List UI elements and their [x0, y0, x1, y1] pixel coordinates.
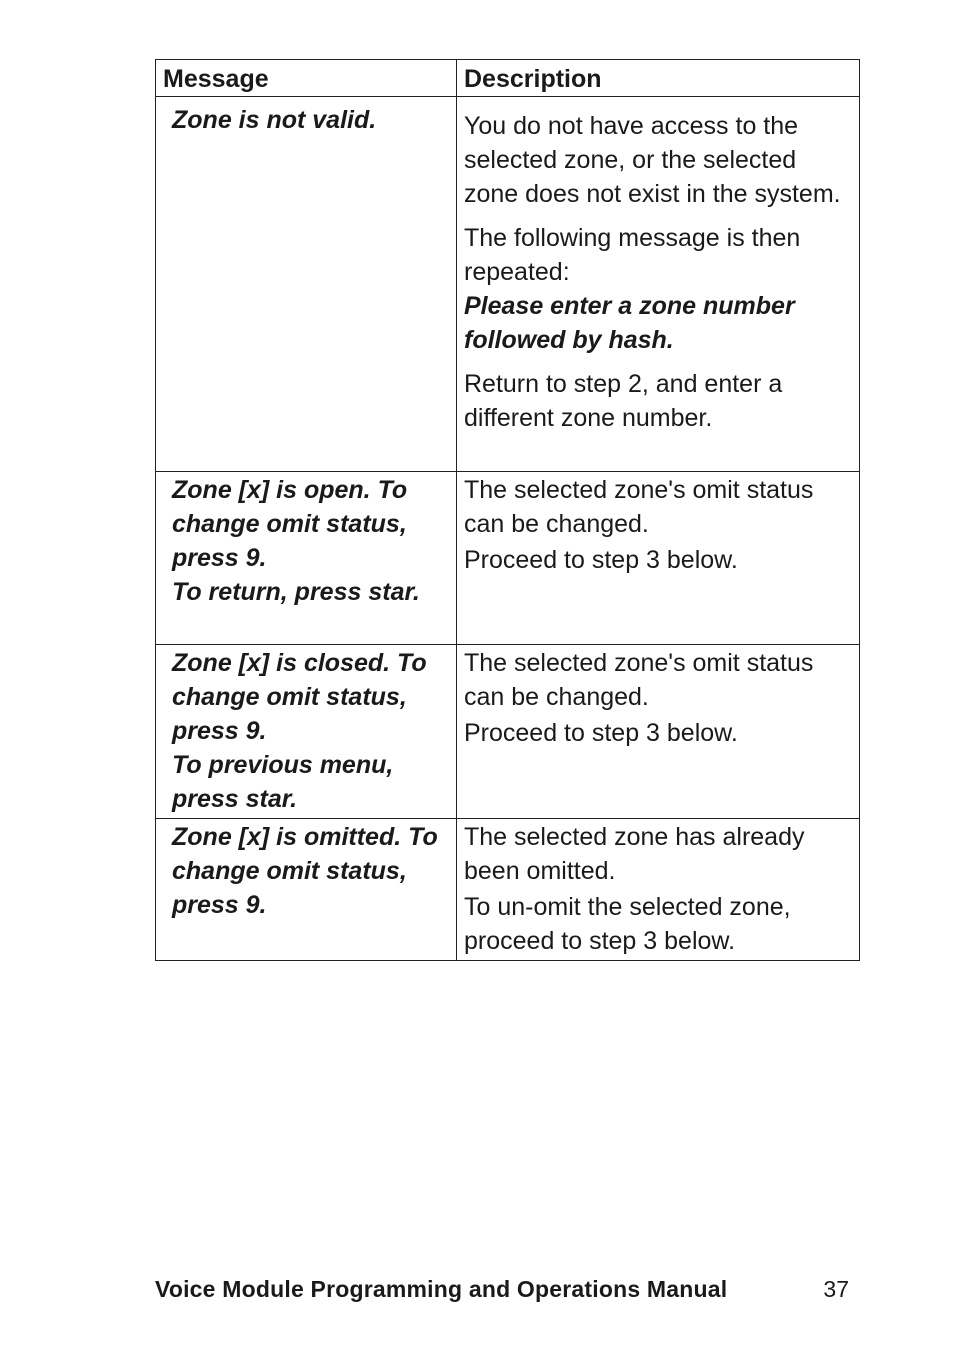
table-row — [156, 645, 860, 819]
description-text: The following message is then repeated: — [464, 224, 801, 286]
table-row — [156, 472, 860, 645]
description-cell — [457, 819, 860, 961]
voice-message-text: Zone [x] is omitted. To change omit status, press 9. — [172, 823, 438, 919]
description-paragraph: You do not have access to the selected zone, or the selected zone does not exist in the system. — [464, 112, 841, 208]
message-cell — [156, 645, 457, 819]
description-paragraph: To un-omit the selected zone, proceed to step 3 below. — [464, 893, 791, 955]
message-cell — [156, 472, 457, 645]
voice-message-text: Zone [x] is closed. To change omit status, press 9. — [172, 649, 427, 745]
description-cell — [457, 97, 860, 472]
table-row — [156, 97, 860, 472]
description-paragraph: Return to step 2, and enter a different zone number. — [464, 370, 783, 432]
description-paragraph: Proceed to step 3 below. — [464, 546, 738, 574]
description-cell — [457, 645, 860, 819]
voice-message-text: To previous menu, press star. — [172, 751, 394, 813]
description-paragraph — [464, 221, 855, 357]
message-column-header: Message — [156, 60, 457, 97]
table-row — [156, 819, 860, 961]
description-column-header: Description — [457, 60, 860, 97]
manual-title: Voice Module Programming and Operations Manual — [155, 1276, 728, 1302]
voice-message-text: Zone is not valid. — [172, 106, 377, 134]
description-cell — [457, 472, 860, 645]
voice-message-table — [155, 59, 860, 961]
description-paragraph: The selected zone's omit status can be changed. — [464, 649, 814, 711]
voice-message-text: Zone [x] is open. To change omit status, press 9. — [172, 476, 408, 572]
table-header-row — [156, 60, 860, 97]
repeated-voice-message: Please enter a zone number followed by hash. — [464, 292, 795, 354]
voice-message-text: To return, press star. — [172, 578, 420, 606]
page-number: 37 — [823, 1276, 849, 1302]
description-paragraph: The selected zone has already been omitted. — [464, 823, 805, 885]
description-paragraph: Proceed to step 3 below. — [464, 719, 738, 747]
description-paragraph: The selected zone's omit status can be changed. — [464, 476, 814, 538]
message-cell — [156, 97, 457, 472]
message-cell — [156, 819, 457, 961]
